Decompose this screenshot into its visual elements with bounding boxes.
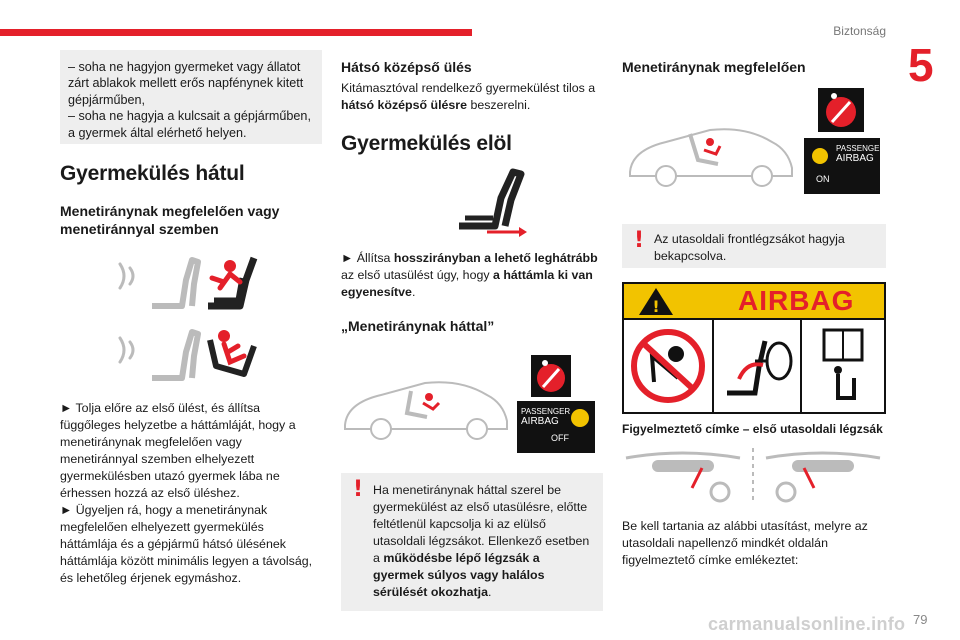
rearward-warning-box: ! Ha menetiránynak háttal szerel be gyermekülést az első utasülésre, előtte feltétlenül kapcsolja ki az elülső utasoldali légzsákot. Ellenkező esetben a működésbe lépő légzsák a gyermek súlyos vagy halálos sérülését okozhatja. [341,473,603,611]
intro-note-box [60,50,322,144]
intro-note-line: – soha ne hagyjon gyermeket vagy állatot zárt ablakok mellett erős napfénynek kitett gépjárműben, [68,60,304,107]
sun-visor-figure [622,448,886,504]
airbag-on-symbol-icon [812,148,828,164]
no-rear-facing-seat-icon [624,320,712,412]
column-1 [60,50,322,587]
airbag-warning-label [622,282,886,414]
rear-instruction-2: ► Ügyeljen rá, hogy a menetiránynak megfelelően elhelyezett gyermekülés háttámlája és a gépjármű hátsó ülésének háttámlája között minimális legyen a távolság, és lehetőleg érjenek egymáshoz. [60,503,313,585]
warning-exclamation-icon: ! [634,228,645,253]
rear-middle-seat-text: Kitámasztóval rendelkező gyermekülést tilos a hátsó középső ülésre beszerelni. [341,81,596,112]
airbag-warning-icon [818,88,864,132]
hazard-triangle-icon [636,285,676,317]
column-3 [622,58,886,569]
front-seat-adjust-figure [451,168,603,238]
rear-seat-figure-1 [112,256,322,312]
rearward-facing-figure [341,349,603,459]
chapter-number: 5 [908,39,934,91]
closing-text: Be kell tartania az alábbi utasítást, melyre az utasoldali napellenző mindkét oldalán figyelmeztető címke emlékeztet: [622,519,868,567]
svg-text:!: ! [652,297,660,316]
passenger-airbag-on-indicator: PASSENGER AIRBAG ON [804,138,880,194]
rear-child-seat-subheading: Menetiránynak megfelelően vagy menetiránnyal szemben [60,203,280,237]
airbag-off-symbol-icon [571,409,589,427]
front-child-seat-heading: Gyermekülés elöl [341,132,512,155]
watermark: carmanualsonline.info [708,614,906,634]
column-2 [341,58,603,611]
front-seat-instruction: ► Állítsa hosszirányban a lehető leghátrább az első utasülést úgy, hogy a háttámla ki van egyenesítve. [341,251,598,299]
rearward-facing-heading: „Menetiránynak háttal” [341,318,495,334]
forward-warning-box: ! Az utasoldali frontlégzsákot hagyja bekapcsolva. [622,224,886,268]
forward-facing-heading: Menetiránynak megfelelően [622,59,806,75]
intro-note-line: – soha ne hagyja a kulcsait a gépjárműben, a gyermek által elérhető helyen. [68,109,311,140]
seat-airbag-deploy-icon [712,320,800,412]
passenger-airbag-off-indicator: PASSENGER AIRBAG OFF [517,401,595,453]
airbag-warning-icon [531,355,571,397]
page-number: 79 [913,612,928,627]
airbag-label-caption: Figyelmeztető címke – első utasoldali légzsák [622,422,883,436]
airbag-label-word: AIRBAG [738,285,855,316]
forward-facing-figure [622,88,886,208]
rear-seat-figure-2 [112,326,322,382]
rear-middle-seat-heading: Hátsó középső ülés [341,59,472,75]
warning-exclamation-icon: ! [353,477,364,502]
section-title: Biztonság [833,24,886,38]
rear-instruction-1: ► Tolja előre az első ülést, és állítsa függőleges helyzetbe a háttámláját, hogy a menetiránynak megfelelően vagy menetiránnyal szemben elhelyezett gyermekülésben utazó gyermek lába ne érhessen hozzá az első üléshez. [60,401,296,500]
rear-child-seat-heading: Gyermekülés hátul [60,162,245,185]
top-accent-bar [0,29,472,36]
read-manual-icon [800,320,884,412]
